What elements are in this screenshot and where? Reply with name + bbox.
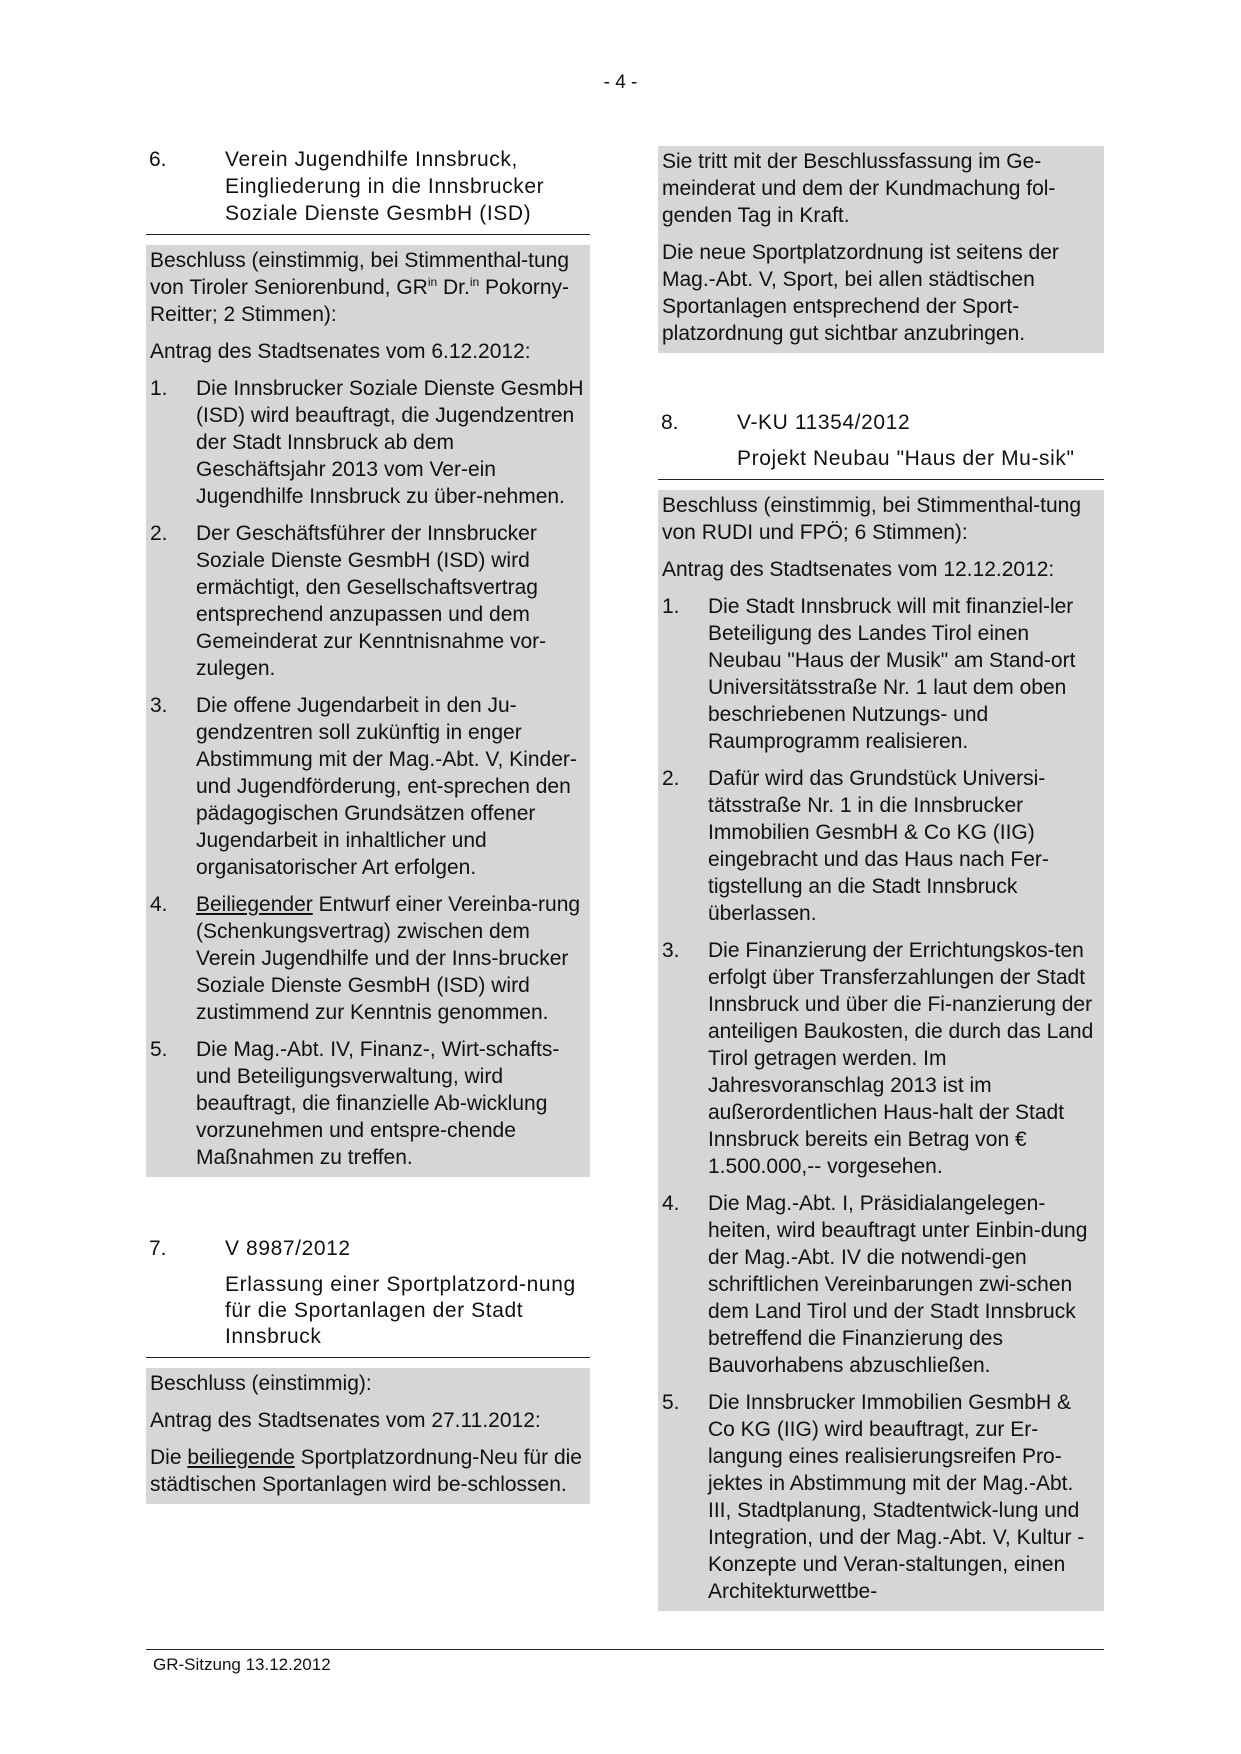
list-item: 5. Die Mag.-Abt. IV, Finanz-, Wirt-schafts- und Beteiligungsverwaltung, wird beauftragt, die finanzielle Ab-wicklung vorzunehmen und entspre-chende Maßnahmen zu treffen. (150, 1038, 560, 1169)
section-number: 8. (661, 411, 679, 434)
section-number: 6. (149, 148, 167, 171)
section-7-continuation (658, 146, 1104, 353)
section-code: V 8987/2012 (225, 1237, 351, 1260)
left-column (146, 146, 590, 1504)
section-6-resolution (146, 245, 590, 1177)
motion-line: Antrag des Stadtsenates vom 6.12.2012: (150, 340, 531, 363)
resolution-statement: Beschluss (einstimmig, bei Stimmenthal-tung von RUDI und FPÖ; 6 Stimmen): (662, 494, 1081, 544)
divider (146, 1357, 590, 1358)
list-item: 2. Dafür wird das Grundstück Universi-tätsstraße Nr. 1 in die Innsbrucker Immobilien GesmbH & Co KG (IIG) eingebracht und das Haus nach Fer-tigstellung an die Stadt Innsbruck überlassen. (662, 767, 1049, 925)
resolution-statement: Beschluss (einstimmig): (150, 1372, 372, 1395)
section-8-heading (658, 409, 1104, 436)
divider (658, 479, 1104, 480)
section-code: V-KU 11354/2012 (737, 411, 911, 434)
footer-text: GR-Sitzung 13.12.2012 (153, 1655, 331, 1674)
divider (146, 234, 590, 235)
page-number: - 4 - (603, 72, 638, 93)
list-item: 3. Die Finanzierung der Errichtungskos-ten erfolgt über Transferzahlungen der Stadt Innsbruck und über die Fi-nanzierung der anteiligen Baukosten, die durch das Land Tirol getragen werden. Im Jahresvoranschlag 2013 ist im außerordentlichen Haus-halt der Stadt Innsbruck bereits ein Betrag von € 1.500.000,-- vorgesehen. (662, 939, 1094, 1178)
list-item: 5. Die Innsbrucker Immobilien GesmbH & Co KG (IIG) wird beauftragt, zur Er-langung eines realisierungsreifen Pro-jektes in Abstimmung mit der Mag.-Abt. III, Stadtplanung, Stadtentwick-lung und Integration, und der Mag.-Abt. V, Kultur - Konzepte und Veran-staltungen, einen Architekturwettbe- (662, 1391, 1085, 1603)
list-item: 1. Die Stadt Innsbruck will mit finanziel-ler Beteiligung des Landes Tirol einen Neubau "Haus der Musik" am Stand-ort Universitätsstraße Nr. 1 laut dem oben beschriebenen Nutzungs- und Raumprogramm realisieren. (662, 595, 1076, 753)
section-7-heading (146, 1235, 590, 1262)
section-7-resolution (146, 1368, 590, 1504)
list-item: 3. Die offene Jugendarbeit in den Ju-gendzentren soll zukünftig in enger Abstimmung mit der Mag.-Abt. V, Kinder- und Jugendförderung, ent-sprechen den pädagogischen Grundsätzen offener Jugendarbeit in inhaltlicher und organisatorischer Art erfolgen. (150, 694, 577, 879)
list-item: 4. Beiliegender Entwurf einer Vereinba-rung (Schenkungsvertrag) zwischen dem Verein Jugendhilfe und der Inns-brucker Soziale Dienste GesmbH (ISD) wird zustimmend zur Kenntnis genommen. (150, 893, 581, 1024)
section-title: Erlassung einer Sportplatzord-nung für die Sportanlagen der Stadt Innsbruck (225, 1273, 576, 1348)
section-title: Projekt Neubau "Haus der Mu-sik" (737, 447, 1075, 470)
list-item: 4. Die Mag.-Abt. I, Präsidialangelegen-heiten, wird beauftragt unter Einbin-dung der Mag.-Abt. IV die notwendi-gen schriftlichen Vereinbarungen zwi-schen dem Land Tirol und der Stadt Innsbruck betreffend die Finanzierung des Bauvorhabens abzuschließen. (662, 1192, 1088, 1377)
footer-divider (146, 1649, 1104, 1650)
resolution-statement: Beschluss (einstimmig, bei Stimmenthal-tung von Tiroler Seniorenbund, $GR^{in}$ Dr.$^{in}$ Pokorny-Reitter; 2 Stimmen): (150, 249, 570, 326)
section-8-resolution (658, 490, 1104, 1611)
motion-line: Antrag des Stadtsenates vom 12.12.2012: (662, 558, 1055, 581)
section-number: 7. (149, 1237, 167, 1260)
paragraph: Die neue Sportplatzordnung ist seitens der Mag.-Abt. V, Sport, bei allen städtischen Sportanlagen entsprechend der Sport-platzordnung gut sichtbar anzubringen. (662, 241, 1059, 345)
section-title: Verein Jugendhilfe Innsbruck, Eingliederung in die Innsbrucker Soziale Dienste GesmbH (ISD) (225, 148, 545, 225)
list-item: 2. Der Geschäftsführer der Innsbrucker Soziale Dienste GesmbH (ISD) wird ermächtigt, den Gesellschaftsvertrag entsprechend anzupassen und dem Gemeinderat zur Kenntnisnahme vor-zulegen. (150, 522, 547, 680)
motion-line: Antrag des Stadtsenates vom 27.11.2012: (150, 1409, 541, 1432)
list-item: 1. Die Innsbrucker Soziale Dienste GesmbH (ISD) wird beauftragt, die Jugendzentren der Stadt Innsbruck ab dem Geschäftsjahr 2013 vom Ver-ein Jugendhilfe Innsbruck zu über-nehmen. (150, 377, 584, 508)
right-column (658, 146, 1104, 1611)
resolution-text: Die beiliegende Sportplatzordnung-Neu für die städtischen Sportanlagen wird be-schlossen. (150, 1446, 582, 1496)
section-6-heading (146, 146, 590, 227)
paragraph: Sie tritt mit der Beschlussfassung im Ge-meinderat und dem der Kundmachung fol-genden Tag in Kraft. (662, 150, 1056, 227)
